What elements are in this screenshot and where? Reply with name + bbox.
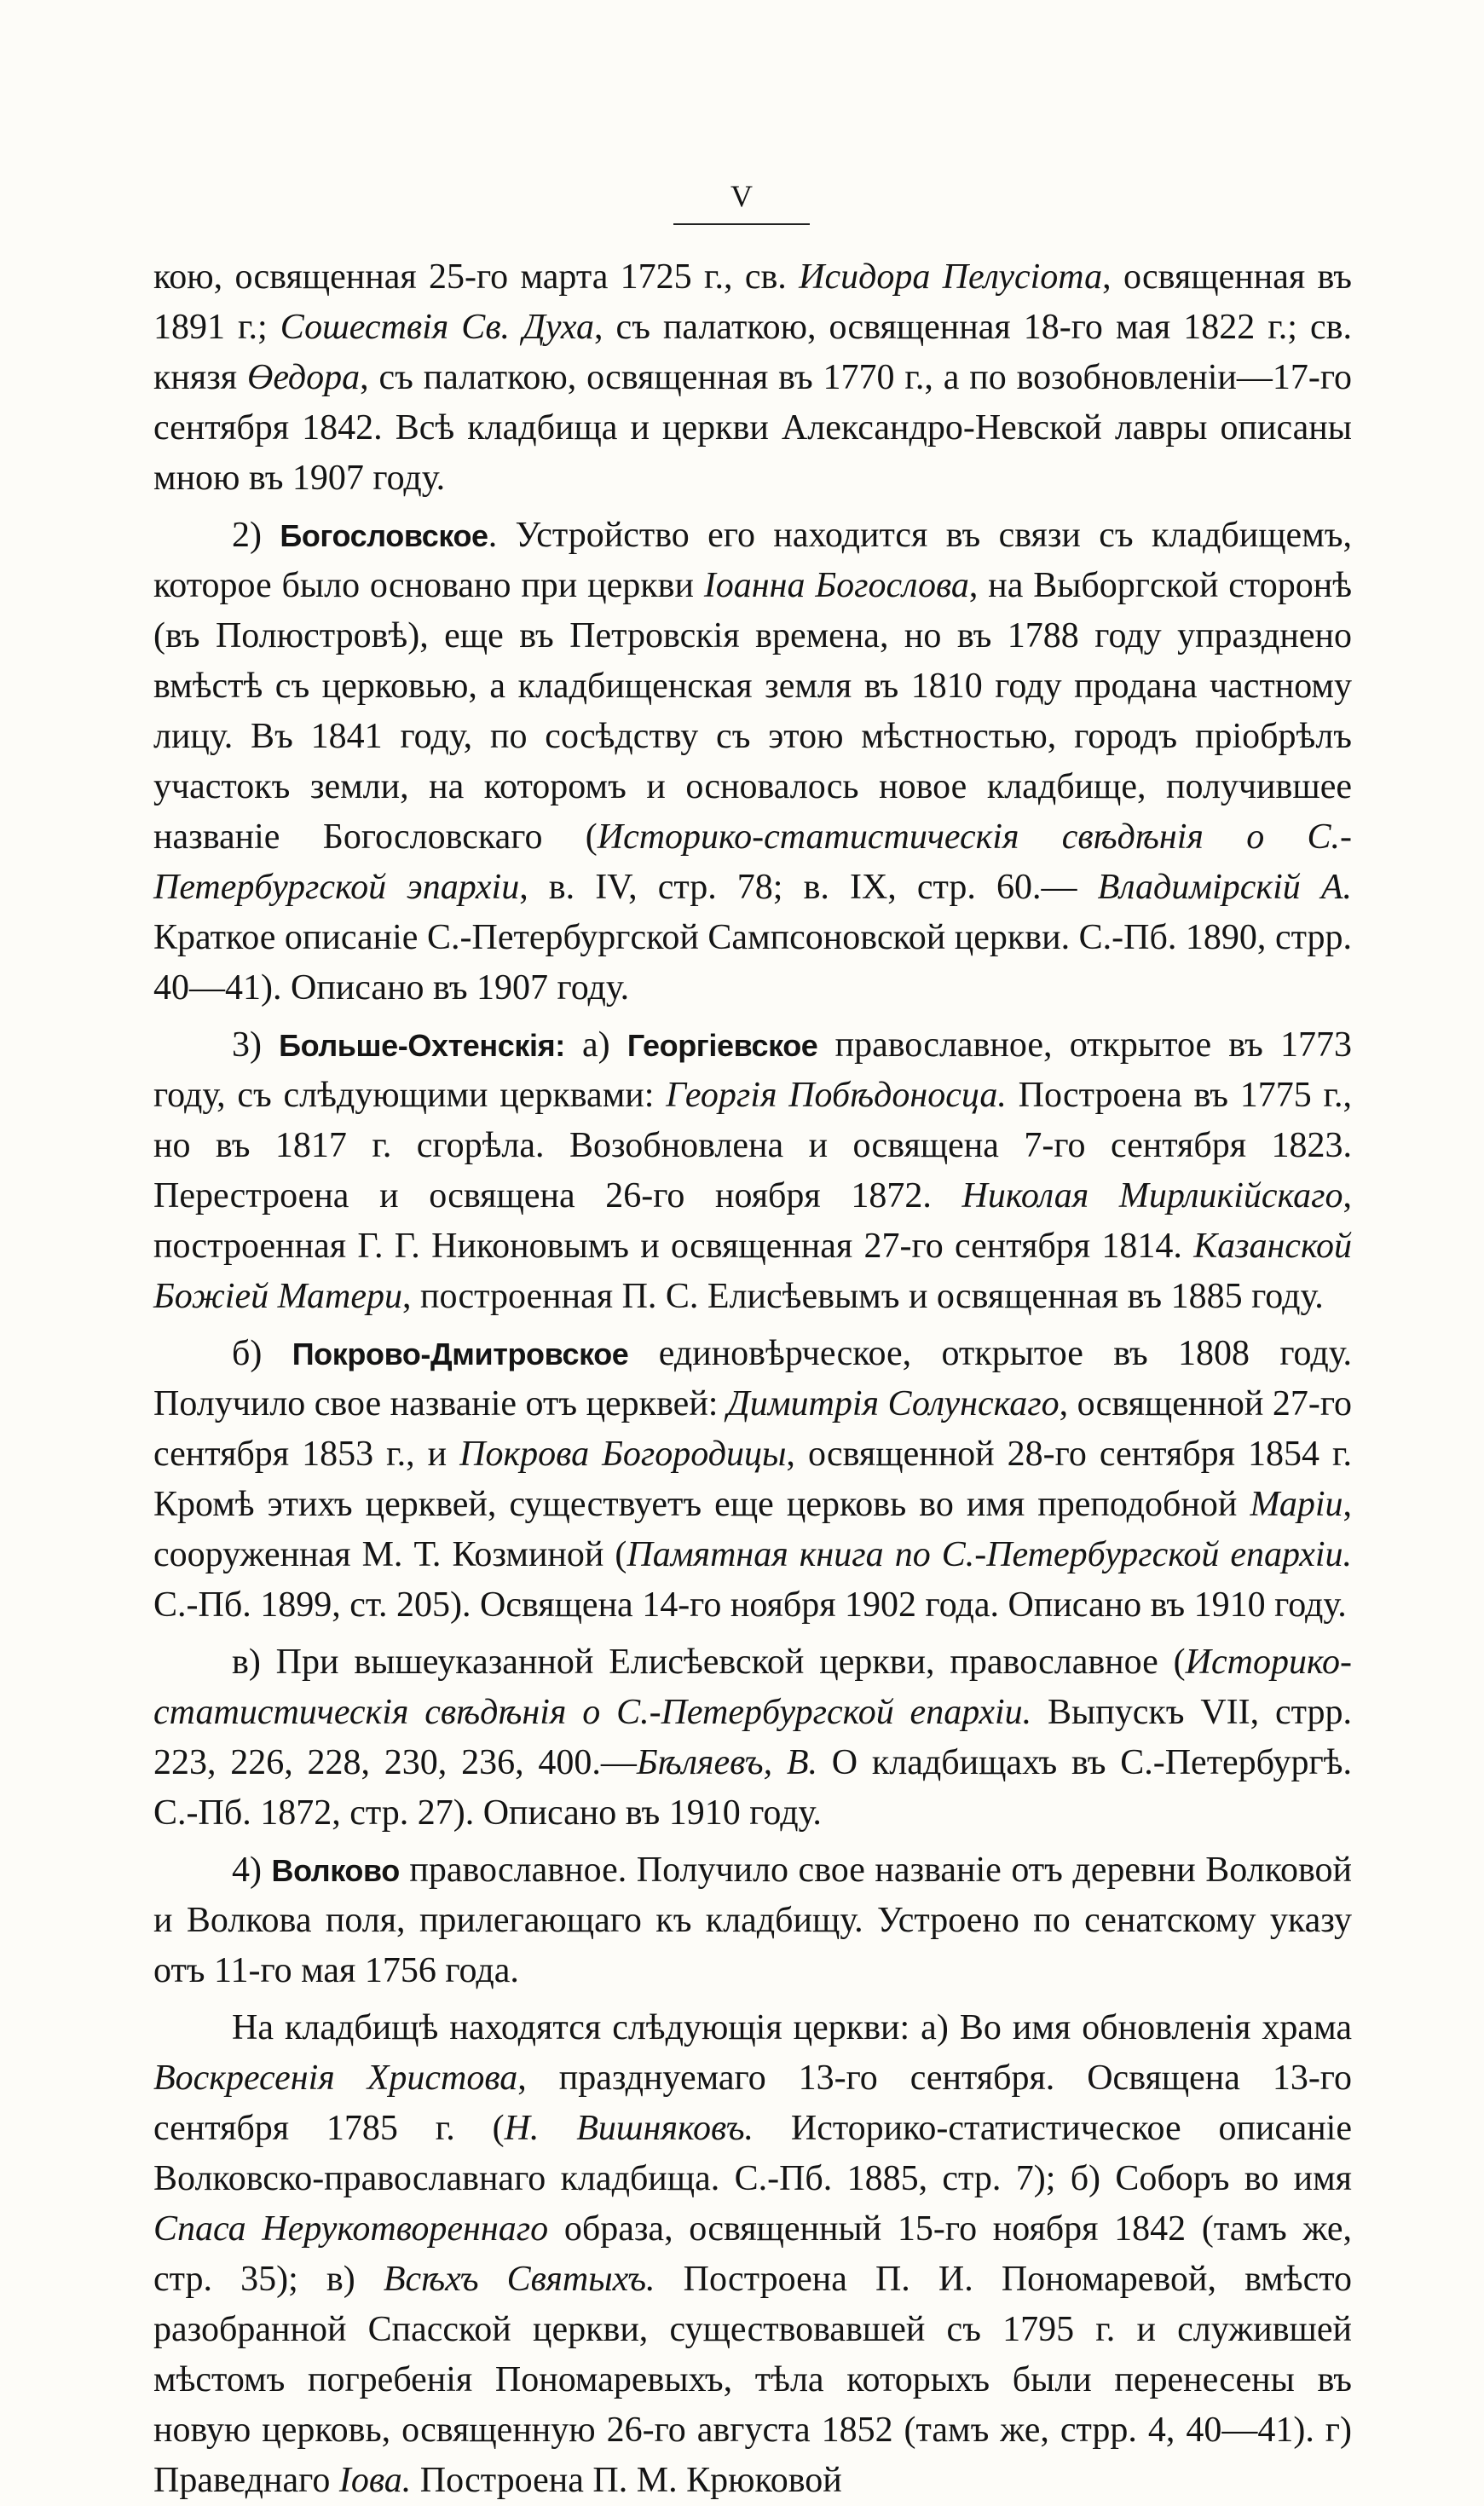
italic-run: Димитрiя Солунскаго: [726, 1384, 1060, 1423]
text-run: Краткое описанiе С.-Петербургской Сампсоновской церкви. С.-Пб. 1890, стрр. 40—41). Описано въ 1907 году.: [153, 918, 1352, 1008]
text-run: образа, освященный 15-го ноября 1842 (тамъ же, стр. 35); в): [153, 2209, 1353, 2299]
italic-run: Всѣхъ Святыхъ.: [383, 2260, 655, 2299]
text-run: С.-Пб. 1899, ст. 205). Освящена 14-го ноября 1902 года. Описано въ 1910 году.: [153, 1585, 1347, 1625]
heading-run: Волково: [271, 1853, 400, 1888]
paragraph: [153, 2003, 1352, 2506]
italic-run: Iова.: [338, 2461, 412, 2500]
italic-run: Георгiя Побѣдоносца.: [666, 1076, 1007, 1115]
italic-run: Покрова Богородицы: [459, 1435, 787, 1474]
text-run: , освященной 27-го сентября 1853 г., и: [153, 1384, 1353, 1474]
page-number: V: [730, 179, 753, 213]
text-run: , сооруженная М. Т. Козминой (: [153, 1485, 1352, 1574]
italic-run: Казанской Божiей Матери: [153, 1227, 1352, 1316]
text-run: На кладбищѣ находятся слѣдующiя церкви: а) Во имя обновленiя храма: [232, 2008, 1352, 2047]
heading-run: Богословское: [280, 518, 488, 553]
text-run: а): [564, 1025, 627, 1065]
text-run: православное, открытое въ 1773 году, съ слѣдующими церквами:: [153, 1025, 1352, 1115]
heading-run: Покрово-Дмитровское: [292, 1337, 629, 1371]
paragraph: [153, 252, 1352, 504]
italic-run: Исидора Пелусiота: [799, 257, 1103, 297]
italic-run: Николая Мирликiйскаго: [961, 1176, 1343, 1215]
text-run: , на Выборгской сторонѣ (въ Полюстровѣ), еще въ Петровскiя времена, но въ 1788 году упразднено вмѣстѣ съ церковью, а кладбищенская земля въ 1810 году продана частному лицу. Въ 1841 году, по сосѣдству съ этою мѣстностью, городъ прiобрѣлъ участокъ земли, на которомъ и основалось новое кладбище, получившее названiе Богословскаго (: [153, 566, 1352, 857]
italic-run: Владимiрскiй А.: [1097, 868, 1352, 907]
text-run: , освященная въ 1891 г.;: [153, 257, 1352, 347]
text-run: О кладбищахъ въ С.-Петербургѣ. С.-Пб. 1872, стр. 27). Описано въ 1910 году.: [153, 1743, 1352, 1833]
text-run: кою, освященная 25-го марта 1725 г., св.: [153, 257, 800, 297]
text-run: Построена П. М. Крюковой: [411, 2461, 842, 2500]
italic-run: Өедора: [246, 358, 361, 397]
text-run: , освященной 28-го сентября 1854 г. Кромѣ этихъ церквей, существуетъ еще церковь во имя преподобной: [153, 1435, 1353, 1524]
paragraph: [153, 1845, 1352, 1996]
text-run: , празднуемаго 13-го сентября. Освящена 13-го сентября 1785 г. (: [153, 2058, 1352, 2148]
text-run: , съ палаткою, освященная въ 1770 г., а по возобновленiи—17-го сентября 1842. Всѣ кладбища и церкви Александро-Невской лавры описаны мною въ 1907 году.: [153, 358, 1353, 498]
text-run: православное. Получило свое названiе отъ деревни Волковой и Волкова поля, прилегающаго къ кладбищу. Устроено по сенатскому указу отъ 11-го мая 1756 года.: [153, 1851, 1352, 1990]
heading-run: Больше-Охтенскiя:: [279, 1028, 565, 1063]
page-number-rule: [673, 223, 810, 225]
italic-run: Историко-статистическiя свѣдѣнiя о С.-Петербургской эпархiи: [153, 817, 1352, 907]
text-run: Построена П. И. Пономаревой, вмѣсто разобранной Спасской церкви, существовавшей съ 1795 г. и служившей мѣстомъ погребенiя Пономаревыхъ, тѣла которыхъ были перенесены въ новую церковь, освященную 26-го августа 1852 (тамъ же, стрр. 4, 40—41). г) Праведнаго: [153, 2260, 1353, 2500]
italic-run: Марiи: [1250, 1485, 1343, 1524]
text-run: Историко-статистическое описанiе Волковско-православнаго кладбища. С.-Пб. 1885, стр. 7); б) Соборъ во имя: [153, 2109, 1352, 2198]
italic-run: Воскресенiя Христова: [153, 2058, 518, 2098]
heading-run: Георгiевское: [627, 1028, 818, 1063]
paragraph: [153, 511, 1352, 1013]
text-run: , построенная П. С. Елисѣевымъ и освященная въ 1885 году.: [401, 1277, 1324, 1316]
paragraph: [153, 1329, 1352, 1631]
paragraph: [153, 1637, 1352, 1839]
text-run: , построенная Г. Г. Никоновымъ и освященная 27-го сентября 1814.: [153, 1176, 1353, 1266]
italic-run: Памятная книга по С.-Петербургской епархiи.: [627, 1535, 1352, 1574]
text-run: . Устройство его находится въ связи съ кладбищемъ, которое было основано при церкви: [153, 516, 1352, 605]
text-run: 2): [232, 516, 280, 555]
text-run: , съ палаткою, освященная 18-го мая 1822 г.; св. князя: [153, 308, 1352, 397]
text-run: единовѣрческое, открытое въ 1808 году. Получило свое названiе отъ церквей:: [153, 1334, 1353, 1423]
text-run: 3): [232, 1025, 280, 1065]
italic-run: Бѣляевъ, В.: [636, 1743, 817, 1782]
italic-run: Сошествiя Св. Духа: [280, 308, 594, 347]
text-run: Построена въ 1775 г., но въ 1817 г. сгорѣла. Возобновлена и освящена 7-го сентября 1823. Перестроена и освящена 26-го ноября 1872.: [153, 1076, 1352, 1215]
text-run: в) При вышеуказанной Елисѣевской церкви, православное (: [232, 1643, 1186, 1682]
body-text: [153, 252, 1352, 2506]
italic-run: Н. Вишняковъ.: [504, 2109, 754, 2148]
text-run: , в. IV, стр. 78; в. IX, стр. 60.—: [519, 868, 1098, 907]
italic-run: Историко-статистическiя свѣдѣнiя о С.-Петербургской епархiи.: [153, 1643, 1352, 1732]
italic-run: Iоанна Богослова: [703, 566, 969, 605]
italic-run: Спаса Нерукотвореннаго: [153, 2209, 549, 2249]
text-run: Выпускъ VII, стрр. 223, 226, 228, 230, 236, 400.—: [153, 1693, 1352, 1782]
text-run: б): [232, 1334, 292, 1373]
text-run: 4): [232, 1851, 272, 1890]
paragraph: [153, 1020, 1352, 1322]
